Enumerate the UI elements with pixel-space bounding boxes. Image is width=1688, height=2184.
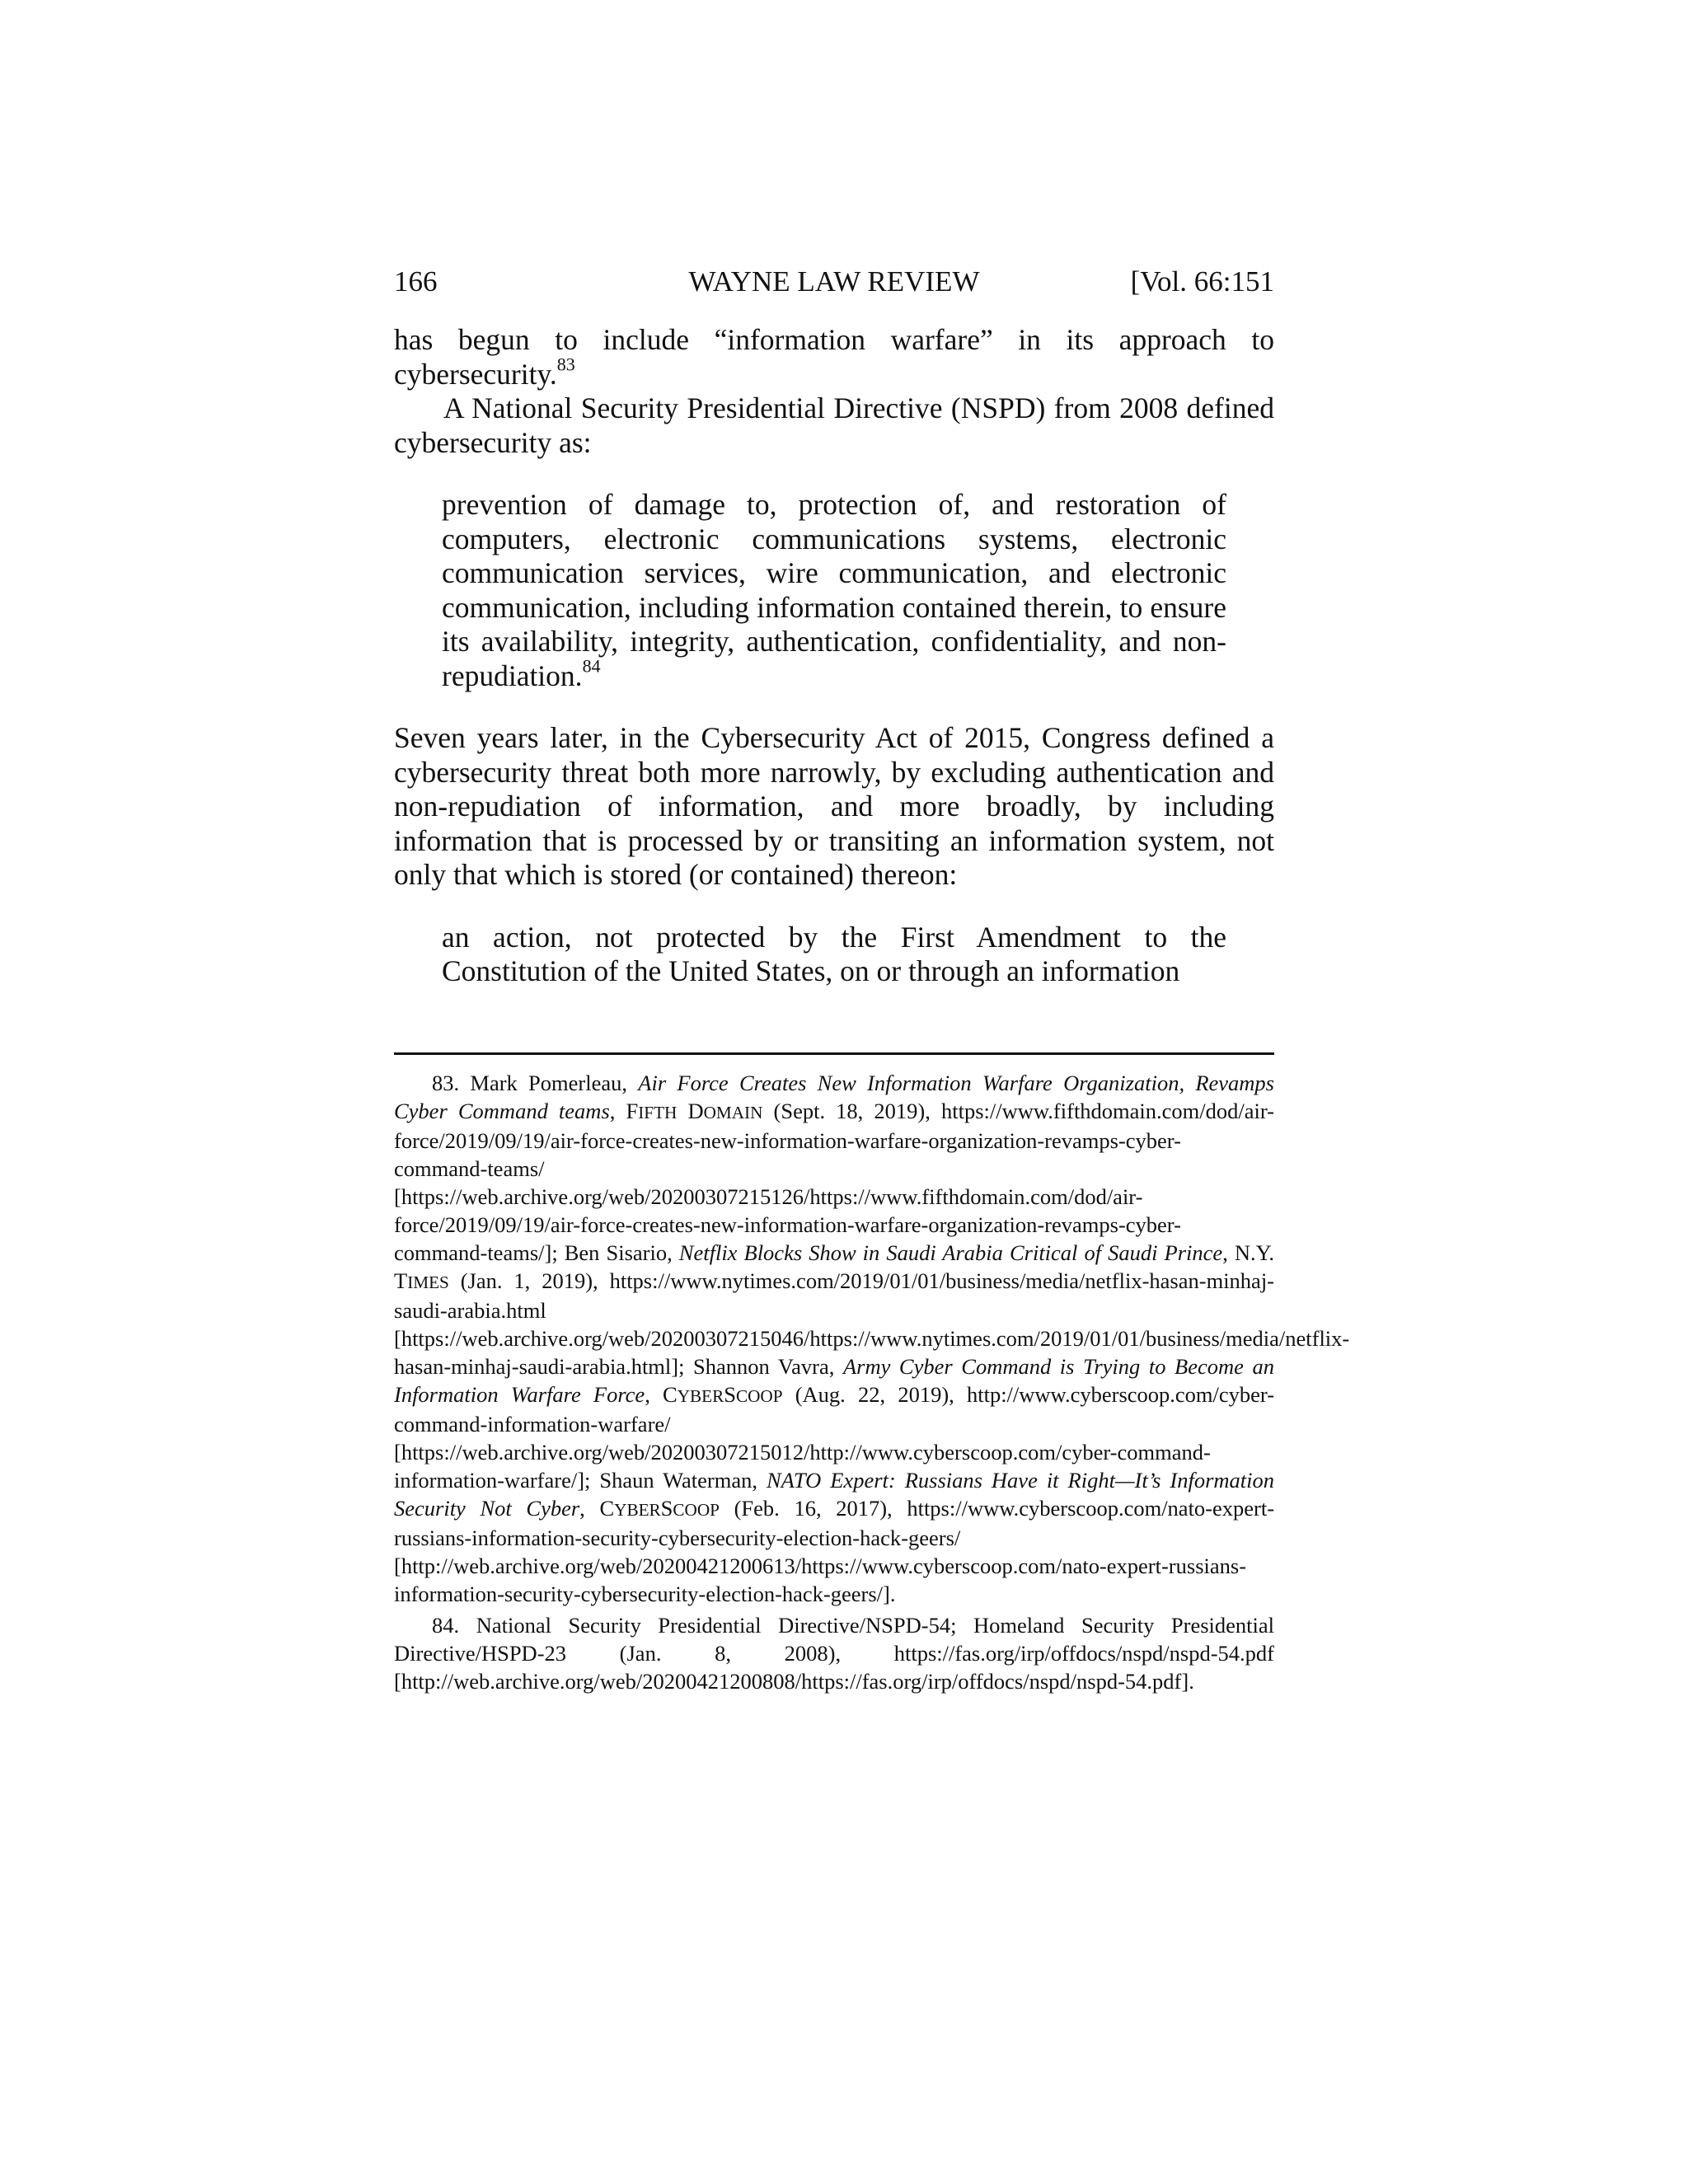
link[interactable]: [https://web.archive.org/web/20200307215126/https://www.fifthdomain.com/dod/air-force/2019/09/19/air-force-creates-new-information-warfare-organization-revamps-cyber-command-teams/]; Ben Sisario, <box>394 1184 1181 1265</box>
volume-citation: [Vol. 66:151 <box>1130 265 1274 298</box>
paragraph: has begun to include “information warfare” in its approach to cybersecurity.$^{83}$ <box>394 323 1274 391</box>
running-header <box>394 264 1274 300</box>
link[interactable]: [http://web.archive.org/web/20200421200613/https://www.cyberscoop.com/nato-expert-russians-information-security-cybersecurity-election-hack-geers/]. <box>394 1554 1247 1606</box>
cited-title: Netflix Blocks Show in Saudi Arabia Critical of Saudi Prince <box>678 1240 1223 1265</box>
footnote-83: 83. Mark Pomerleau, Air Force Creates New Information Warfare Organization, Revamps Cyber Command teams, FIFTH DOMAIN (Sept. 18, 2019), https://www.fifthdomain.com/dod/air-force/2019/09/19/air-force-creates-new-information-warfare-organization-revamps-cyber-command-teams/ [https://web.archive.org/web/20200307215126/https://www.fifthdomain.com/dod/air-force/2019/09/19/air-force-creates-new-information-warfare-organization-revamps-cyber-command-teams/]; Ben Sisario, Netflix Blocks Show in Saudi Arabia Critical of Saudi Prince, N.Y. TIMES (Jan. 1, 2019), https://www.nytimes.com/2019/01/01/business/media/netflix-hasan-minhaj-saudi-arabia.html [https://web.archive.org/web/20200307215046/https://www.nytimes.com/2019/01/01/business/media/netflix-hasan-minhaj-saudi-arabia.html]; Shannon Vavra, Army Cyber Command is Trying to Become an Information Warfare Force, CYBERSCOOP (Aug. 22, 2019), http://www.cyberscoop.com/cyber-command-information-warfare/ [https://web.archive.org/web/20200307215012/http://www.cyberscoop.com/cyber-command-information-warfare/]; Shaun Waterman, NATO Expert: Russians Have it Right—It’s Information Security Not Cyber, CYBERSCOOP (Feb. 16, 2017), https://www.cyberscoop.com/nato-expert-russians-information-security-cybersecurity-election-hack-geers/ [http://web.archive.org/web/20200421200613/https://www.cyberscoop.com/nato-expert-russians-information-security-cybersecurity-election-hack-geers/]. <box>394 1071 1350 1606</box>
journal-title: WAYNE LAW REVIEW <box>688 265 980 298</box>
paragraph: A National Security Presidential Directive (NSPD) from 2008 defined cybersecurity as: <box>394 391 1274 459</box>
footnote-divider <box>394 1052 1274 1055</box>
publication: CYBERSCOOP <box>663 1382 783 1407</box>
link[interactable]: https://www.cyberscoop.com/nato-expert-russians-information-security-cybersecurity-election-hack-geers/ <box>394 1496 1275 1550</box>
link[interactable]: https://www.nytimes.com/2019/01/01/business/media/netflix-hasan-minhaj-saudi-arabia.html <box>394 1268 1275 1323</box>
block-quote: an action, not protected by the First Amendment to the Constitution of the United States, on or through an information <box>442 920 1226 987</box>
footnote-ref[interactable]: 84 <box>582 655 601 676</box>
footnotes <box>394 1069 1350 1699</box>
link[interactable]: https://www.fifthdomain.com/dod/air-force/2019/09/19/air-force-creates-new-information-warfare-organization-revamps-cyber-command-teams/ <box>394 1099 1275 1181</box>
paragraph: Seven years later, in the Cybersecurity Act of 2015, Congress defined a cybersecurity threat both more narrowly, by excluding authentication and non-repudiation of information, and more broadly, by including information that is processed by or transiting an information system, not only that which is stored (or contained) thereon: <box>394 721 1274 891</box>
link[interactable]: [https://web.archive.org/web/20200307215046/https://www.nytimes.com/2019/01/01/business/media/netflix-hasan-minhaj-saudi-arabia.html]; Shannon Vavra, <box>394 1326 1350 1379</box>
cited-title: NATO Expert: Russians Have it Right—It’s Information Security Not Cyber <box>394 1468 1275 1521</box>
link[interactable]: [http://web.archive.org/web/20200421200808/https://fas.org/irp/offdocs/nspd/nspd-54.pdf]. <box>394 1669 1194 1694</box>
publication: N.Y. TIMES <box>394 1240 1274 1293</box>
footnote-ref[interactable]: 83 <box>556 354 575 374</box>
publication: CYBERSCOOP <box>599 1496 720 1521</box>
page-number: 166 <box>394 265 438 298</box>
footnote-84: 84. National Security Presidential Directive/NSPD-54; Homeland Security Presidential Directive/HSPD-23 (Jan. 8, 2008), https://fas.org/irp/offdocs/nspd/nspd-54.pdf [http://web.archive.org/web/20200421200808/https://fas.org/irp/offdocs/nspd/nspd-54.pdf]. <box>394 1613 1275 1694</box>
publication: FIFTH DOMAIN <box>626 1099 763 1123</box>
link[interactable]: http://www.cyberscoop.com/cyber-command-information-warfare/ <box>394 1382 1275 1436</box>
cited-title: Army Cyber Command is Trying to Become an Information Warfare Force <box>394 1354 1275 1407</box>
main-text <box>394 323 1274 1017</box>
cited-title: Air Force Creates New Information Warfare Organization, Revamps Cyber Command teams <box>394 1071 1274 1123</box>
block-quote: prevention of damage to, protection of, and restoration of computers, electronic communications systems, electronic communication services, wire communication, and electronic communication, including information contained therein, to ensure its availability, integrity, authentication, confidentiality, and non-repudiation.$^{84}$ <box>442 488 1226 692</box>
link[interactable]: [https://web.archive.org/web/20200307215012/http://www.cyberscoop.com/cyber-command-information-warfare/]; Shaun Waterman, <box>394 1440 1211 1493</box>
